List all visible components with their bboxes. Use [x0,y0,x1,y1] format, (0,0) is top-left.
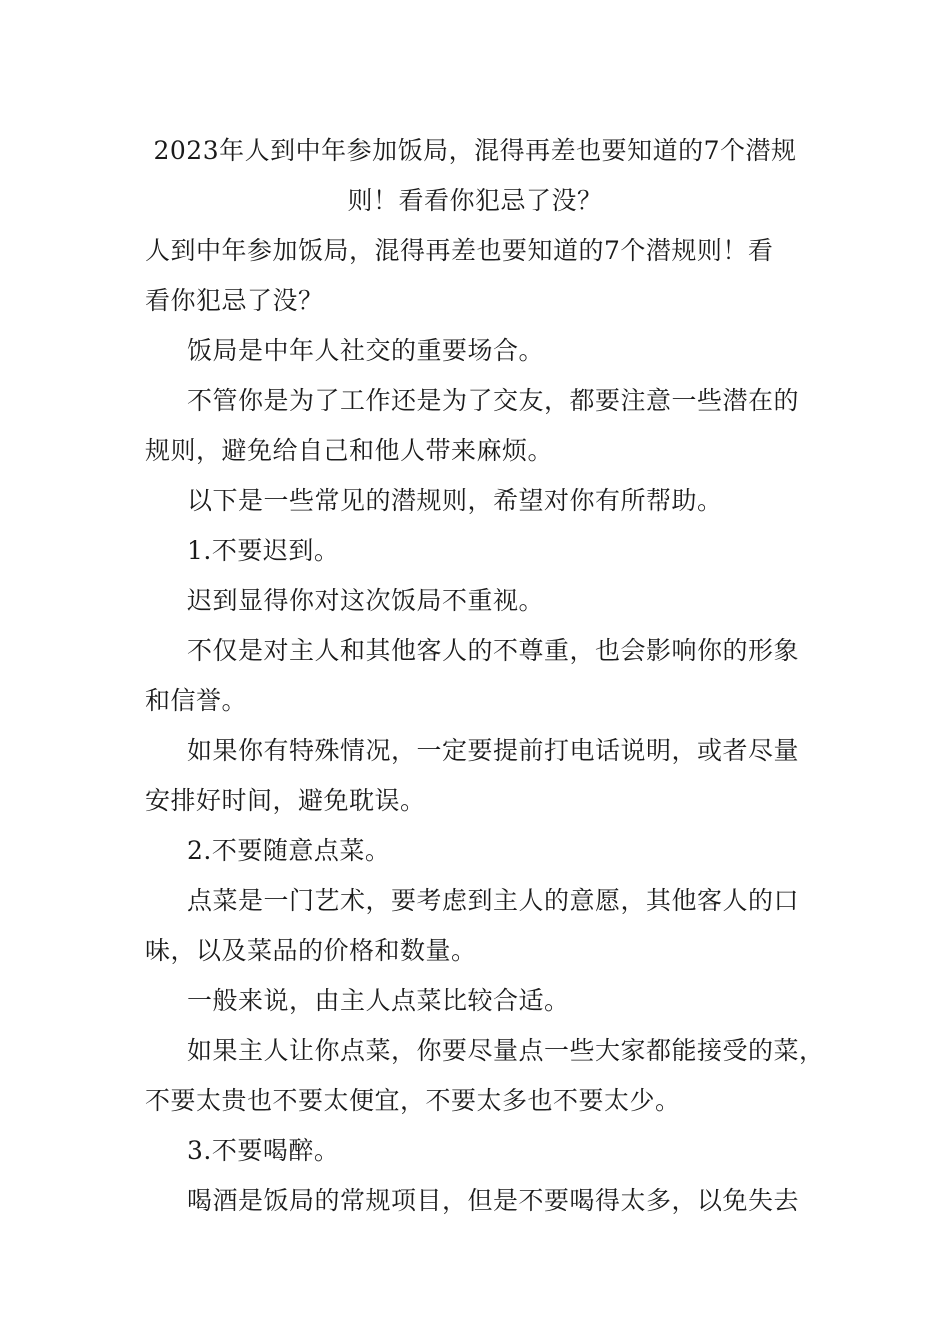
paragraph-line: 如果你有特殊情况，一定要提前打电话说明，或者尽量 [187,736,800,765]
document-title-line-2: 则！看看你犯忌了没？ [347,186,603,215]
section-heading: 2.不要随意点菜。 [187,836,391,865]
document-title-line-1: 2023年人到中年参加饭局，混得再差也要知道的7个潜规 [153,136,797,165]
paragraph-line: 和信誉。 [145,686,248,715]
paragraph-line: 人到中年参加饭局，混得再差也要知道的7个潜规则！看 [145,236,774,265]
paragraph-line: 如果主人让你点菜，你要尽量点一些大家都能接受的菜， [187,1036,825,1065]
section-heading: 1.不要迟到。 [187,536,340,565]
section-heading: 3.不要喝醉。 [187,1136,340,1165]
paragraph-line: 安排好时间，避免耽误。 [145,786,426,815]
paragraph-line: 点菜是一门艺术，要考虑到主人的意愿，其他客人的口 [187,886,800,915]
paragraph-line: 一般来说，由主人点菜比较合适。 [187,986,570,1015]
paragraph-line: 以下是一些常见的潜规则，希望对你有所帮助。 [187,486,723,515]
paragraph-line: 看你犯忌了没？ [145,286,324,315]
paragraph-line: 规则，避免给自己和他人带来麻烦。 [145,436,554,465]
paragraph-line: 不要太贵也不要太便宜，不要太多也不要太少。 [145,1086,681,1115]
paragraph-line: 不仅是对主人和其他客人的不尊重，也会影响你的形象 [187,636,800,665]
paragraph-line: 味，以及菜品的价格和数量。 [145,936,477,965]
paragraph-line: 喝酒是饭局的常规项目，但是不要喝得太多，以免失去 [187,1186,800,1215]
paragraph-line: 饭局是中年人社交的重要场合。 [187,336,545,365]
paragraph-line: 不管你是为了工作还是为了交友，都要注意一些潜在的 [187,386,800,415]
paragraph-line: 迟到显得你对这次饭局不重视。 [187,586,545,615]
